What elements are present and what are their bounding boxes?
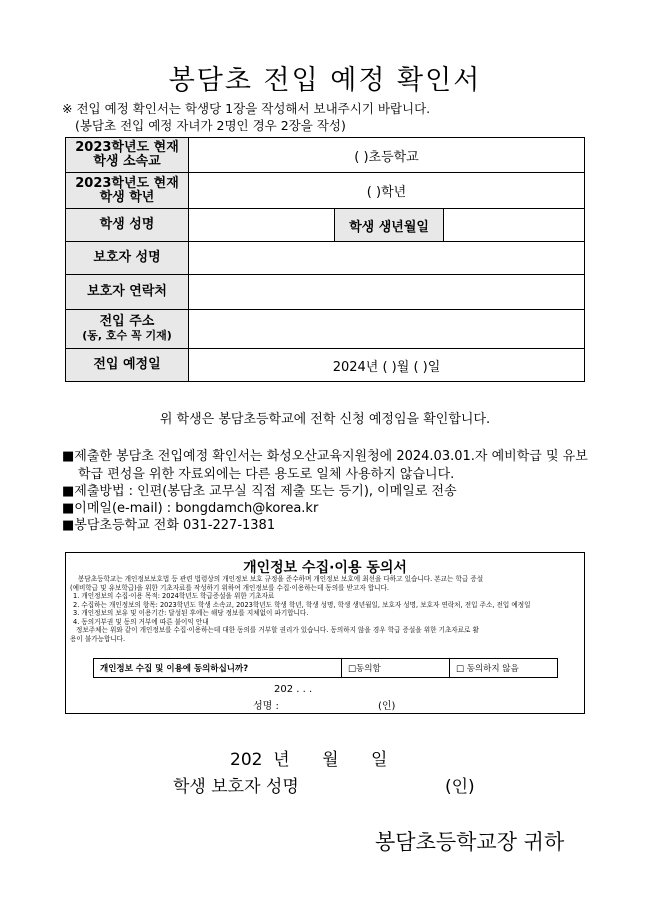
school-label: 2023학년도 현재 학생 소속교 bbox=[66, 138, 189, 173]
consent-box bbox=[65, 552, 585, 714]
transfer-date-label: 전입 예정일 bbox=[66, 349, 189, 382]
recipient: 봉담초등학교장 귀하 bbox=[375, 830, 565, 854]
guardian-name-field[interactable] bbox=[189, 242, 585, 275]
consent-question-table bbox=[93, 658, 558, 678]
birth-label: 학생 생년월일 bbox=[335, 209, 444, 242]
consent-seal: (인) bbox=[378, 701, 396, 712]
student-name-field[interactable] bbox=[189, 209, 335, 242]
address-field[interactable] bbox=[189, 310, 585, 349]
consent-agree-checkbox[interactable]: □동의함 bbox=[342, 659, 450, 678]
info-line-2: 학급 편성을 위한 자료외에는 다른 용도로 일체 사용하지 않습니다. bbox=[78, 467, 455, 482]
consent-question: 개인정보 수집 및 이용에 동의하십니까? bbox=[94, 659, 342, 678]
consent-sign-label: 성명 : bbox=[253, 701, 279, 712]
bottom-date: 202 년 월 일 bbox=[230, 750, 388, 770]
guardian-contact-label: 보호자 연락처 bbox=[66, 275, 189, 310]
school-field[interactable]: ( )초등학교 bbox=[189, 138, 585, 173]
guardian-name-label: 보호자 성명 bbox=[66, 242, 189, 275]
consent-date: 202 . . . bbox=[274, 684, 313, 695]
info-submit-method: ■제출방법 : 인편(봉담초 교무실 직접 제출 또는 등기), 이메일로 전송 bbox=[62, 484, 457, 499]
guardian-seal: (인) bbox=[445, 777, 475, 797]
guardian-contact-field[interactable] bbox=[189, 275, 585, 310]
info-email: ■이메일(e-mail) : bongdamch@korea.kr bbox=[62, 501, 319, 516]
transfer-form-table bbox=[65, 137, 585, 382]
note-line-1: ※ 전입 예정 확인서는 학생당 1장을 작성해서 보내주시기 바랍니다. bbox=[62, 101, 431, 116]
consent-title: 개인정보 수집·이용 동의서 bbox=[243, 560, 407, 576]
grade-field[interactable]: ( )학년 bbox=[189, 173, 585, 209]
grade-label: 2023학년도 현재 학생 학년 bbox=[66, 173, 189, 209]
document-title: 봉담초 전입 예정 확인서 bbox=[168, 65, 482, 96]
student-name-label: 학생 성명 bbox=[66, 209, 189, 242]
confirm-statement: 위 학생은 봉담초등학교에 전학 신청 예정임을 확인합니다. bbox=[159, 412, 491, 427]
consent-disagree-checkbox[interactable]: □ 동의하지 않음 bbox=[450, 659, 558, 678]
transfer-date-field[interactable]: 2024년 ( )월 ( )일 bbox=[189, 349, 585, 382]
birth-field[interactable] bbox=[444, 209, 585, 242]
info-phone: ■봉담초등학교 전화 031-227-1381 bbox=[62, 518, 276, 533]
address-label: 전입 주소 (동, 호수 꼭 기재) bbox=[66, 310, 189, 349]
guardian-signature-label: 학생 보호자 성명 bbox=[173, 777, 299, 797]
consent-body: 봉담초등학교는 개인정보보호법 등 관련 법령상의 개인정보 보호 규정을 준수하며 개인정보 보호에 최선을 다하고 있습니다. 본교는 학급 증설 (예비학급 및 유보학급)을 위한 기초자료를 작성하기 위하여 개인정보를 수집·이용하는데 동의를 받고자 합니다. 1. 개인정보의 수집·이용 목적: 2024학년도 학급증설을 위한 기초자료 2. 수집하는 개인정보의 항목: 2023학년도 학생 소속교, 2023학년도 학생 학년, 학생 성명, 학생 생년월일, 보호자 성명, 보호자 연락처, 전입 주소, 전입 예정일 3. 개인정보의 보유 및 이용기간: 달성된 후에는 해당 정보를 지체없이 파기합니다. 4. 동의거부권 및 동의 거부에 따른 불이익 안내 정보주체는 위와 같이 개인정보를 수집·이용하는데 대한 동의를 거부할 권리가 있습니다. 동의하지 않을 경우 학급 증설을 위한 기초자료로 활 용이 불가능합니다. bbox=[70, 575, 531, 643]
note-line-2: (봉담초 전입 예정 자녀가 2명인 경우 2장을 작성) bbox=[75, 118, 346, 133]
info-line-1: ■제출한 봉담초 전입예정 확인서는 화성오산교육지원청에 2024.03.01.자 예비학급 및 유보 bbox=[62, 449, 588, 464]
